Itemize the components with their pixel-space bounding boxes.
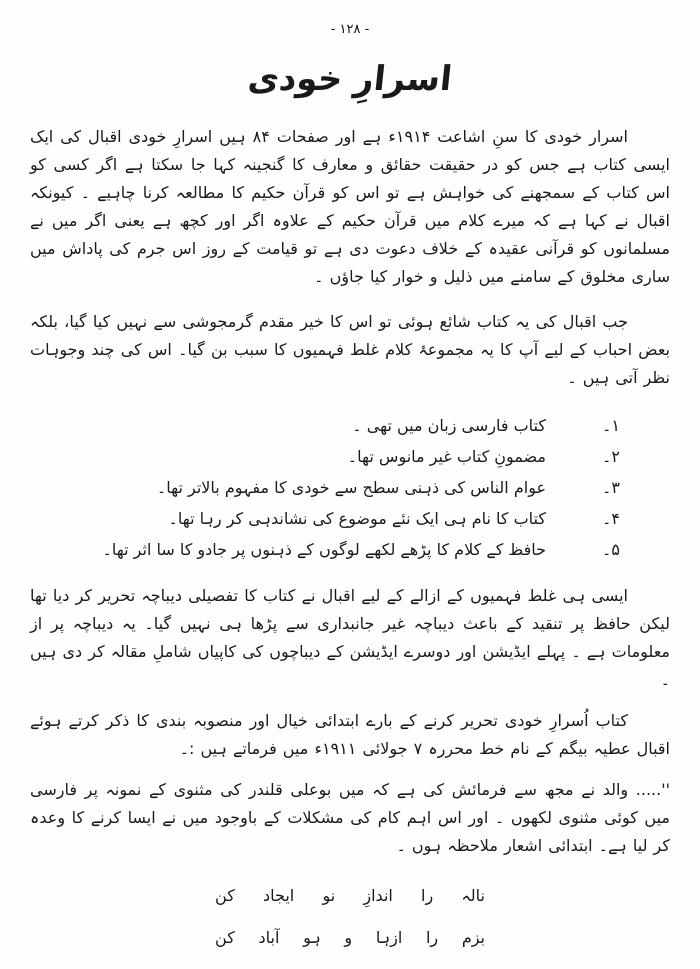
couplet-line-1 — [215, 886, 485, 906]
couplet-word: و — [344, 928, 353, 947]
list-item-text: مضمونِ کتاب غیر مانوس تھا۔ — [347, 447, 546, 466]
couplet-word: نالہ — [461, 886, 485, 905]
couplet-word: را — [425, 928, 439, 947]
couplet-word: نو — [322, 886, 336, 905]
list-item-number: ۴۔ — [602, 509, 620, 528]
couplet-word: کن — [215, 886, 235, 905]
couplet-block — [215, 886, 485, 948]
page-number: - ۱۲۸ - — [330, 22, 370, 37]
paragraph-letter-intro: کتاب اُسرارِ خودی تحریر کرنے کے بارے ابتدائی خیال اور منصوبہ بندی کا ذکر کرتے ہوئے اقبال عطیہ بیگم کے نام خط محررہ ۷ جولائی ۱۹۱۱ء میں فرماتے ہیں :۔ — [30, 711, 670, 758]
couplet-word: ہو — [303, 928, 321, 947]
couplet-word: کن — [215, 928, 235, 947]
couplet-word: را — [421, 886, 434, 905]
list-item-number: ۳۔ — [602, 478, 620, 497]
paragraph-reception: جب اقبال کی یہ کتاب شائع ہوئی تو اس کا خیر مقدم گرمجوشی سے نہیں کیا گیا، بلکہ بعض احباب کے لیے آپ کا یہ مجموعۂ کلام غلط فہمیوں کا سبب بن گیا۔ اس کی چند وجوہات نظر آتی ہیں ۔ — [30, 312, 670, 387]
list-item-number: ۱۔ — [602, 416, 620, 435]
page-title: اسرارِ خودی — [246, 59, 454, 99]
couplet-word: ازہا — [375, 928, 403, 947]
list-item — [30, 472, 620, 503]
list-item — [30, 441, 620, 472]
couplet-word: ایجاد — [263, 886, 295, 905]
list-item-number: ۵۔ — [602, 540, 620, 559]
list-item-text: کتاب کا نام ہی ایک نئے موضوع کی نشاندہی کر رہا تھا۔ — [168, 509, 546, 528]
list-item-text: حافظ کے کلام کا پڑھے لکھے لوگوں کے ذہنوں پر جادو کا سا اثر تھا۔ — [102, 540, 546, 559]
list-item — [30, 503, 620, 534]
list-item — [30, 534, 620, 565]
reasons-list — [30, 410, 670, 565]
couplet-line-2 — [215, 928, 485, 948]
couplet-word: آباد — [258, 928, 280, 947]
couplet-word: اندازِ — [363, 886, 393, 905]
list-item-number: ۲۔ — [602, 447, 620, 466]
list-item-text: عوام الناس کی ذہنی سطح سے خودی کا مفہوم بالاتر تھا۔ — [156, 478, 546, 497]
paragraph-intro: اسرار خودی کا سنِ اشاعت ۱۹۱۴ء ہے اور صفحات ۸۴ ہیں اسرارِ خودی اقبال کی ایک ایسی کتاب ہے جس کو در حقیقت حقائق و معارف کا گنجینہ کہا جا سکتا ہے اگر کسی کو اس کتاب کے سمجھنے کی خواہش ہے تو اس کو قرآن حکیم کا مطالعہ کرنا چاہیے ۔ کیونکہ اقبال نے کہا ہے کہ میرے کلام میں قرآن حکیم کے علاوہ اگر اور کچھ ہے یعنی اگر میں نے مسلمانوں کو قرآنی عقیدہ کے خلاف دعوت دی ہے تو قیامت کے روز اس جرم کی پاداش میں ساری مخلوق کے سامنے میں ذلیل و خوار کیا جاؤں ۔ — [30, 127, 670, 286]
couplet-word: بزم — [461, 928, 485, 947]
paragraph-preface: ایسی ہی غلط فہمیوں کے ازالے کے لیے اقبال نے کتاب کا تفصیلی دیباچہ تحریر کر دیا تھا لیکن حافظ پر تنقید کے باعث دیباچہ غیر جانبداری سے پڑھا ہی نہیں گیا۔ یہ دیباچہ پر از معلومات ہے ۔ پہلے ایڈیشن اور دوسرے ایڈیشن کے دیباچوں کی کاپیاں شاملِ مقالہ کر دی ہیں ۔ — [30, 586, 670, 689]
list-item-text: کتاب فارسی زبان میں تھی ۔ — [352, 416, 546, 435]
paragraph-letter-quote: ''..... والد نے مجھ سے فرمائش کی ہے کہ میں بوعلی قلندر کی مثنوی کے نمونہ پر فارسی میں کوئی مثنوی لکھوں ۔ اور اس اہم کام کی مشکلات کے باوجود میں نے ایسا کرنے کا وعدہ کر لیا ہے۔ ابتدائی اشعار ملاحظہ ہوں ۔ — [30, 780, 670, 855]
list-item — [30, 410, 620, 441]
